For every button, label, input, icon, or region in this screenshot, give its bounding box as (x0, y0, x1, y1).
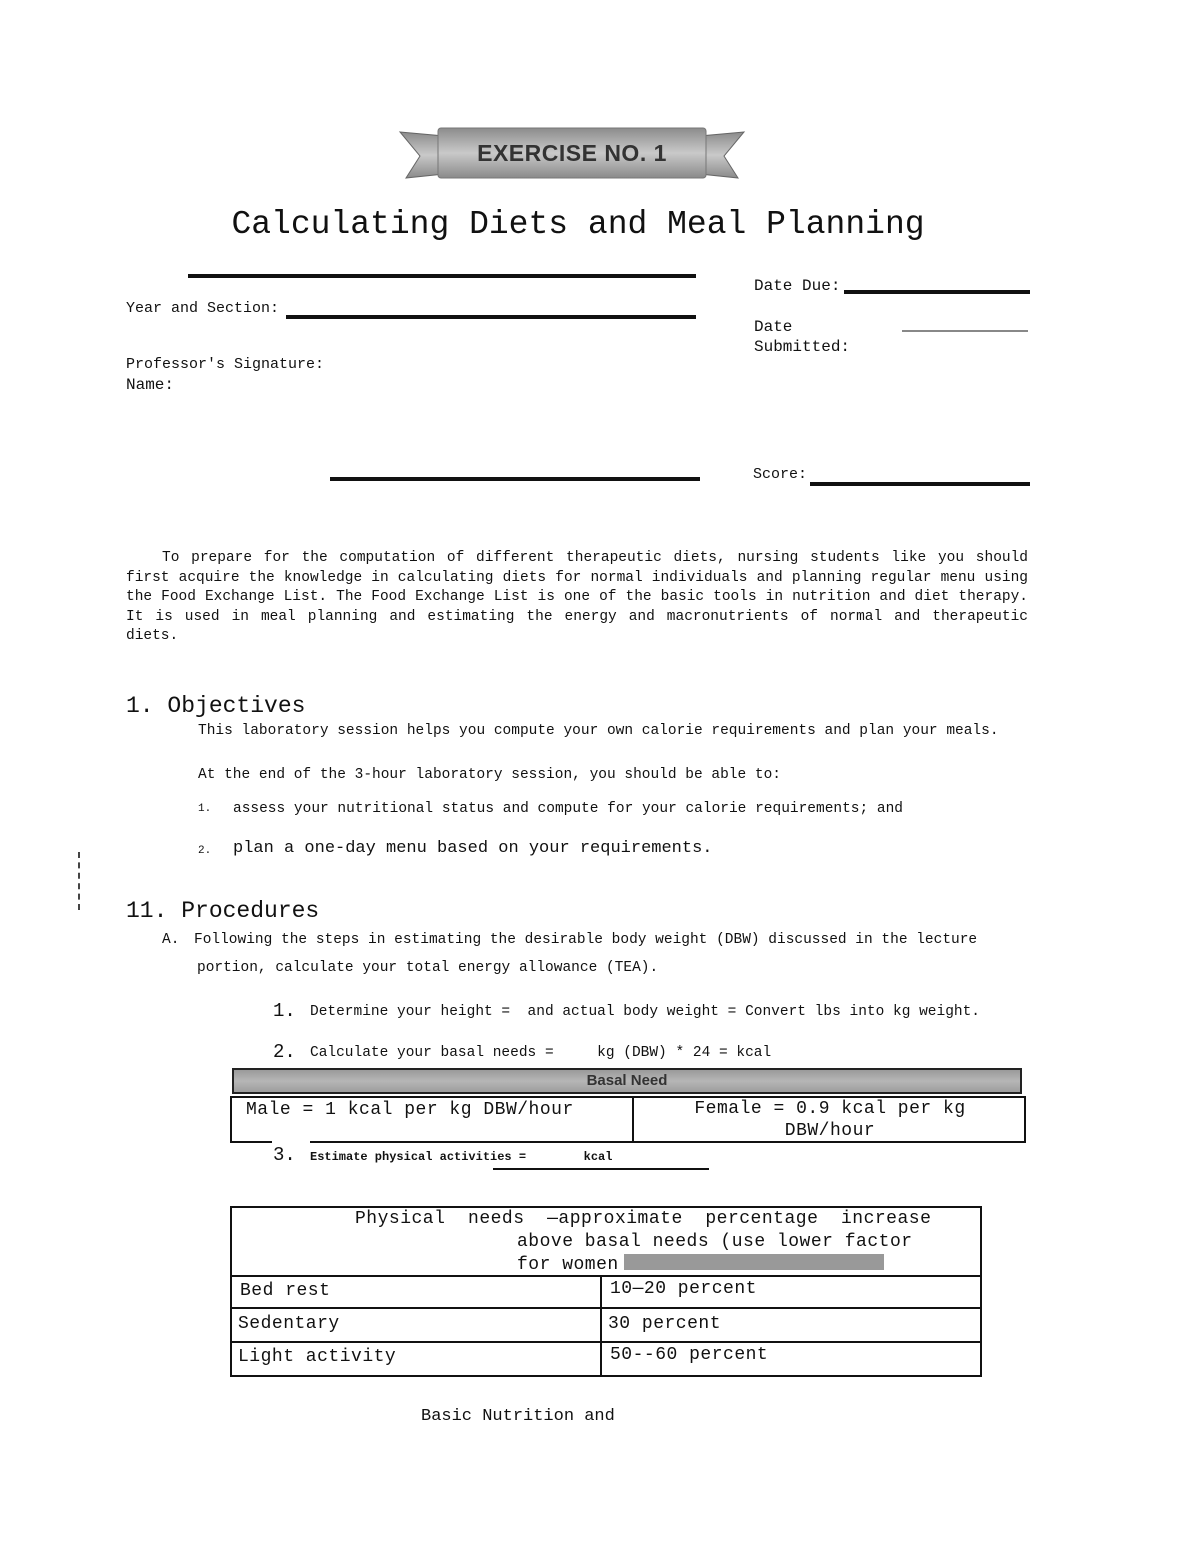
date-submitted-label-2: Submitted: (754, 338, 851, 356)
basal-female-cell-line-2: DBW/hour (784, 1121, 876, 1141)
activity-table-rule-3 (230, 1341, 982, 1343)
objective-item-1-number: 1. (198, 803, 212, 815)
basal-female-cell-line-1: Female = 0.9 kcal per kg (694, 1099, 966, 1119)
activity-row-1-name: Bed rest (240, 1281, 331, 1301)
step-3-line (493, 1168, 709, 1170)
score-label: Score: (753, 466, 808, 483)
activity-row-2-value: 30 percent (608, 1314, 722, 1334)
step-2-number: 2. (273, 1041, 296, 1063)
objectives-heading: 1. Objectives (126, 693, 306, 719)
date-submitted-line (902, 330, 1028, 332)
activity-header-line-2: above basal needs (use lower factor (517, 1232, 913, 1252)
name-label: Name: (126, 376, 175, 394)
step-3-number: 3. (273, 1144, 296, 1166)
activity-header-line-1: Physical needs —approximate percentage increase (355, 1209, 932, 1229)
page-title: Calculating Diets and Meal Planning (231, 206, 925, 243)
procedure-a-text-1: Following the steps in estimating the desirable body weight (DBW) discussed in the lecture (194, 932, 978, 948)
name-line (188, 274, 696, 278)
objectives-line-1: This laboratory session helps you compute your own calorie requirements and plan your meals. (198, 723, 999, 739)
year-section-line (286, 315, 696, 319)
header-shading (624, 1254, 884, 1270)
date-due-label: Date Due: (754, 277, 841, 295)
objective-item-1: assess your nutritional status and compute for your calorie requirements; and (233, 801, 904, 817)
activity-row-3-name: Light activity (238, 1347, 397, 1367)
activity-row-1-value: 10—20 percent (610, 1279, 757, 1299)
step-3-text: Estimate physical activities = kcal (310, 1150, 613, 1164)
procedure-a-text-2: portion, calculate your total energy allowance (TEA). (197, 960, 659, 976)
activity-row-3-value: 50--60 percent (610, 1345, 769, 1365)
basal-male-cell: Male = 1 kcal per kg DBW/hour (246, 1100, 574, 1120)
exercise-banner-label: EXERCISE NO. 1 (477, 140, 667, 166)
step-2-text: Calculate your basal needs = kg (DBW) * 24 = kcal (310, 1045, 772, 1061)
date-due-line (844, 290, 1030, 294)
procedures-heading: 11. Procedures (126, 898, 320, 924)
procedure-a-label: A. (162, 932, 180, 948)
score-line (810, 482, 1030, 486)
intro-paragraph (126, 549, 1028, 647)
activity-table-rule-2 (230, 1307, 982, 1309)
date-submitted-label: Date (754, 318, 793, 336)
year-section-label: Year and Section: (126, 300, 280, 317)
signature-line (330, 477, 700, 481)
activity-table-col-divider (600, 1275, 602, 1377)
step-1-number: 1. (273, 1000, 296, 1022)
basal-need-header: Basal Need (586, 1072, 668, 1089)
step-1-text: Determine your height = and actual body weight = Convert lbs into kg weight. (310, 1004, 981, 1020)
objective-item-2: plan a one-day menu based on your requirements. (233, 839, 713, 858)
activity-row-2-name: Sedentary (238, 1314, 340, 1334)
intro-text: To prepare for the computation of different therapeutic diets, nursing students like you should first acquire the knowledge in calculating diets for normal individuals and planning regular menu using the Food Exchange List. The Food Exchange List is one of the basic tools in nutrition and diet therapy. It is used in meal planning and estimating the energy and macronutrients of normal and therapeutic diets. (126, 550, 1028, 645)
margin-marks (78, 852, 82, 910)
professor-signature-label: Professor's Signature: (126, 356, 325, 373)
objective-item-2-number: 2. (198, 845, 212, 857)
page-footer: Basic Nutrition and (421, 1407, 615, 1426)
activity-header-line-3: for women (517, 1255, 619, 1275)
objectives-line-2: At the end of the 3-hour laboratory session, you should be able to: (198, 767, 781, 783)
activity-table-header-rule (230, 1275, 982, 1277)
